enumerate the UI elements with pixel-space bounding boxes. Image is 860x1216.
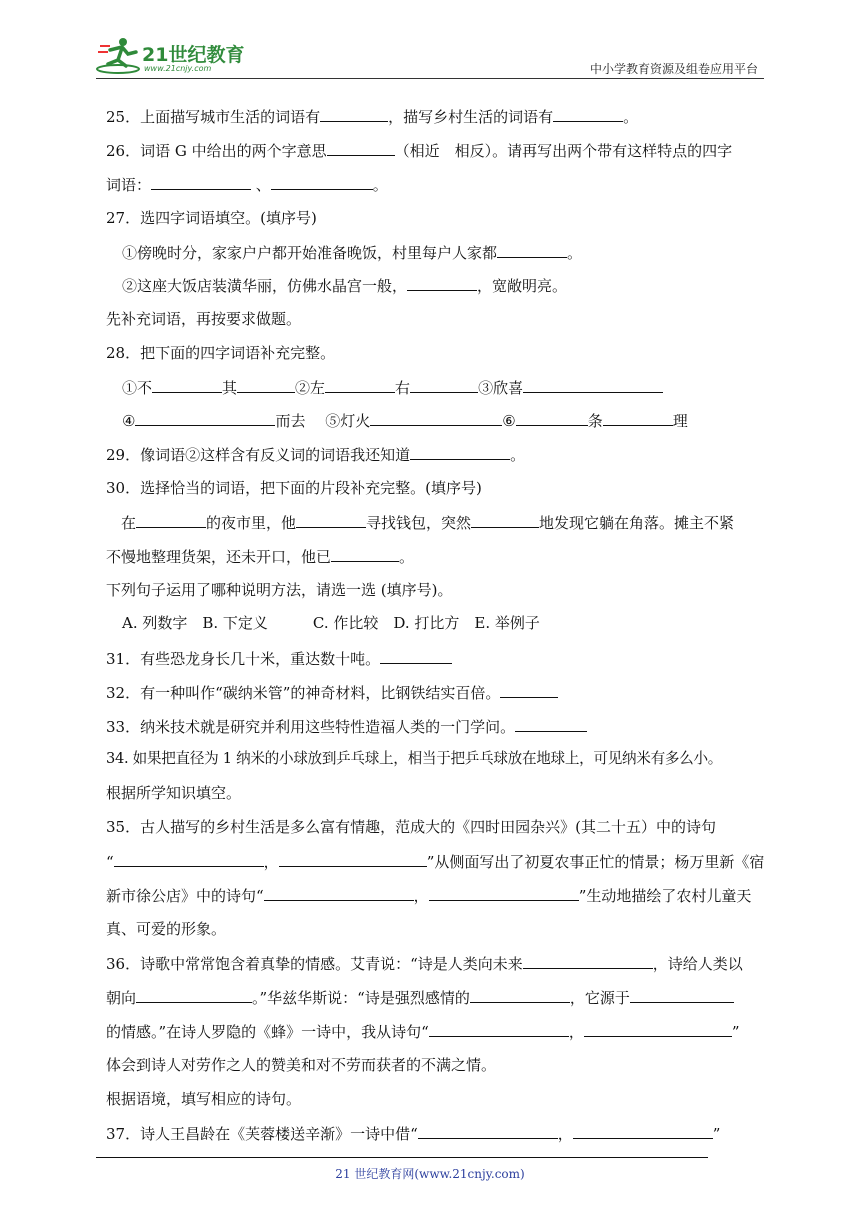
section-poem-context: 根据语境，填写相应的诗句。 <box>106 1090 302 1108</box>
question-28-row-1 <box>122 377 782 398</box>
q35-3c: ”生动地描绘了农村儿童天 <box>578 887 752 905</box>
q28-blank-9[interactable] <box>603 410 673 426</box>
q28-blank-4[interactable] <box>410 377 478 393</box>
q36-blank-3[interactable] <box>470 987 570 1003</box>
q26-blank-1[interactable] <box>327 140 395 156</box>
q36-2c: ，它源于 <box>569 989 630 1007</box>
q32-text: 32．有一种叫作“碳纳米管”的神奇材料，比钢铁结实百倍。 <box>106 684 501 702</box>
q35-2a: “ <box>106 853 114 871</box>
logo-url: www.21cnjy.com <box>144 64 212 73</box>
q28-2e: 理 <box>672 412 688 430</box>
page-footer[interactable]: 21 世纪教育网(www.21cnjy.com) <box>335 1167 525 1181</box>
q26-text-d: 、 <box>251 176 271 194</box>
q28-blank-5[interactable] <box>523 377 663 393</box>
question-28-row-2 <box>122 410 782 431</box>
q30-2a: 不慢地整理货架，还未开口，他已 <box>106 548 332 566</box>
q35-blank-2[interactable] <box>279 851 427 867</box>
q28-blank-8[interactable] <box>516 410 588 426</box>
q37-blank-1[interactable] <box>418 1123 558 1139</box>
q27-2-text: ②这座大饭店装潢华丽，仿佛水晶宫一般， <box>122 277 408 295</box>
method-options: A. 列数字 B. 下定义 C. 作比较 D. 打比方 E. 举例子 <box>122 614 540 632</box>
q36-2a: 朝向 <box>106 989 137 1007</box>
q30-blank-1[interactable] <box>136 512 206 528</box>
q35-blank-4[interactable] <box>429 885 579 901</box>
q25-text-a: 25．上面描写城市生活的词语有 <box>106 108 321 126</box>
question-26 <box>106 140 766 161</box>
q30-1d: 地发现它躺在角落。摊主不紧 <box>539 514 735 532</box>
q36-2b: 。”华兹华斯说：“诗是强烈感情的 <box>252 989 470 1007</box>
question-25 <box>106 106 766 127</box>
q36-blank-2[interactable] <box>136 987 252 1003</box>
q33-blank[interactable] <box>515 716 587 732</box>
q27-1-text: ①傍晚时分，家家户户都开始准备晚饭，村里每户人家都 <box>122 244 498 262</box>
q36-1b: ，诗给人类以 <box>652 955 743 973</box>
question-30: 30．选择恰当的词语，把下面的片段补充完整。(填序号) <box>106 479 482 497</box>
q28-2a: ④ <box>122 412 136 430</box>
q35-3b: ， <box>413 887 429 905</box>
q36-blank-5[interactable] <box>429 1021 569 1037</box>
q28-blank-7[interactable] <box>370 410 502 426</box>
q28-1b: 其 <box>222 379 238 397</box>
q30-blank-4[interactable] <box>331 546 399 562</box>
q25-blank-1[interactable] <box>320 106 388 122</box>
q28-blank-6[interactable] <box>135 410 275 426</box>
q30-1a: 在 <box>106 514 137 532</box>
q30-1c: 寻找钱包，突然 <box>366 514 472 532</box>
q27-1-end: 。 <box>567 244 583 262</box>
q26-text-b: （相近 相反）。请再写出两个带有这样特点的四字 <box>394 142 733 160</box>
question-35-line-4: 真、可爱的形象。 <box>106 920 227 938</box>
q35-3a: 新市徐公店》中的诗句“ <box>106 887 264 905</box>
q35-blank-3[interactable] <box>264 885 414 901</box>
q25-text-b: ，描写乡村生活的词语有 <box>388 108 554 126</box>
q35-2b: ， <box>263 853 279 871</box>
q37-blank-2[interactable] <box>573 1123 713 1139</box>
logo-text: 21世纪教育 <box>142 44 245 66</box>
q28-1e: ③欣喜 <box>478 379 524 397</box>
question-27: 27．选四字词语填空。(填序号) <box>106 209 317 227</box>
q28-1c: ②左 <box>295 379 326 397</box>
footer-rule <box>96 1157 708 1158</box>
q33-text: 33．纳米技术就是研究并利用这些特性造福人类的一门学问。 <box>106 718 516 736</box>
q30-blank-2[interactable] <box>296 512 366 528</box>
q36-3c: ” <box>731 1023 740 1041</box>
q25-text-c: 。 <box>623 108 639 126</box>
q35-blank-1[interactable] <box>114 851 264 867</box>
question-33 <box>106 716 766 737</box>
q28-blank-2[interactable] <box>237 377 295 393</box>
page-header <box>96 26 764 79</box>
q26-blank-3[interactable] <box>271 174 373 190</box>
q36-blank-6[interactable] <box>584 1021 732 1037</box>
q31-text: 31．有些恐龙身长几十米，重达数十吨。 <box>106 650 381 668</box>
site-logo <box>96 36 266 76</box>
question-26-cont <box>106 174 766 195</box>
section-knowledge: 根据所学知识填空。 <box>106 784 242 802</box>
q26-text-a: 26．词语 G 中给出的两个字意思 <box>106 142 327 160</box>
q37-a: 37．诗人王昌龄在《芙蓉楼送辛渐》一诗中借“ <box>106 1125 418 1143</box>
platform-name: 中小学教育资源及组卷应用平台 <box>589 62 758 76</box>
q36-3b: ， <box>568 1023 584 1041</box>
q30-blank-3[interactable] <box>471 512 539 528</box>
q32-blank[interactable] <box>500 682 558 698</box>
question-37 <box>106 1123 766 1144</box>
q36-blank-4[interactable] <box>630 987 734 1003</box>
section-explain-method: 下列句子运用了哪种说明方法，请选一选 (填序号)。 <box>106 581 453 599</box>
question-28: 28．把下面的四字词语补充完整。 <box>106 344 336 362</box>
q27-1-blank[interactable] <box>497 242 567 258</box>
q37-b: ， <box>557 1125 573 1143</box>
runner-logo-icon <box>96 36 142 76</box>
q26-blank-2[interactable] <box>151 174 251 190</box>
question-27-1 <box>122 242 782 263</box>
q26-text-c: 词语： <box>106 176 152 194</box>
q28-2c: ⑥ <box>502 412 516 430</box>
q36-1a: 36．诗歌中常常饱含着真挚的情感。艾青说：“诗是人类向未来 <box>106 955 523 973</box>
q37-c: ” <box>712 1125 721 1143</box>
q29-blank[interactable] <box>410 444 510 460</box>
q36-3a: 的情感。”在诗人罗隐的《蜂》一诗中，我从诗句“ <box>106 1023 429 1041</box>
question-30-para-2 <box>106 546 766 567</box>
question-30-para-1 <box>106 512 766 533</box>
question-36-line-2 <box>106 987 766 1008</box>
question-36 <box>106 953 766 974</box>
question-35-line-2 <box>106 851 766 872</box>
q27-2-end: ，宽敞明亮。 <box>477 277 568 295</box>
question-35-line-3 <box>106 885 766 906</box>
q28-1d: 右 <box>395 379 411 397</box>
question-29 <box>106 444 766 465</box>
q28-2b: 而去 ⑤灯火 <box>275 412 371 430</box>
section-fill-words: 先补充词语，再按要求做题。 <box>106 310 302 328</box>
question-31 <box>106 648 766 669</box>
q25-blank-2[interactable] <box>553 106 623 122</box>
q30-2b: 。 <box>399 548 415 566</box>
q30-1b: 的夜市里，他 <box>206 514 297 532</box>
q28-2d: 条 <box>587 412 603 430</box>
q36-blank-1[interactable] <box>523 953 653 969</box>
question-27-2 <box>122 275 782 296</box>
question-36-line-4: 体会到诗人对劳作之人的赞美和对不劳而获者的不满之情。 <box>106 1056 497 1074</box>
q27-2-blank[interactable] <box>407 275 477 291</box>
q28-1a: ①不 <box>122 379 153 397</box>
q29-text: 29．像词语②这样含有反义词的词语我还知道 <box>106 446 411 464</box>
q28-blank-1[interactable] <box>152 377 222 393</box>
question-34: 34. 如果把直径为 1 纳米的小球放到乒乓球上，相当于把乒乓球放在地球上，可见纳米有多么小。 <box>106 750 723 767</box>
q26-text-e: 。 <box>372 176 388 194</box>
q28-blank-3[interactable] <box>325 377 395 393</box>
q35-2c: ”从侧面写出了初夏农事正忙的情景；杨万里新《宿 <box>426 853 765 871</box>
q29-end: 。 <box>510 446 526 464</box>
question-36-line-3 <box>106 1021 766 1042</box>
question-32 <box>106 682 766 703</box>
q31-blank[interactable] <box>380 648 452 664</box>
question-35: 35．古人描写的乡村生活是多么富有情趣，范成大的《四时田园杂兴》(其二十五）中的诗句 <box>106 818 716 836</box>
